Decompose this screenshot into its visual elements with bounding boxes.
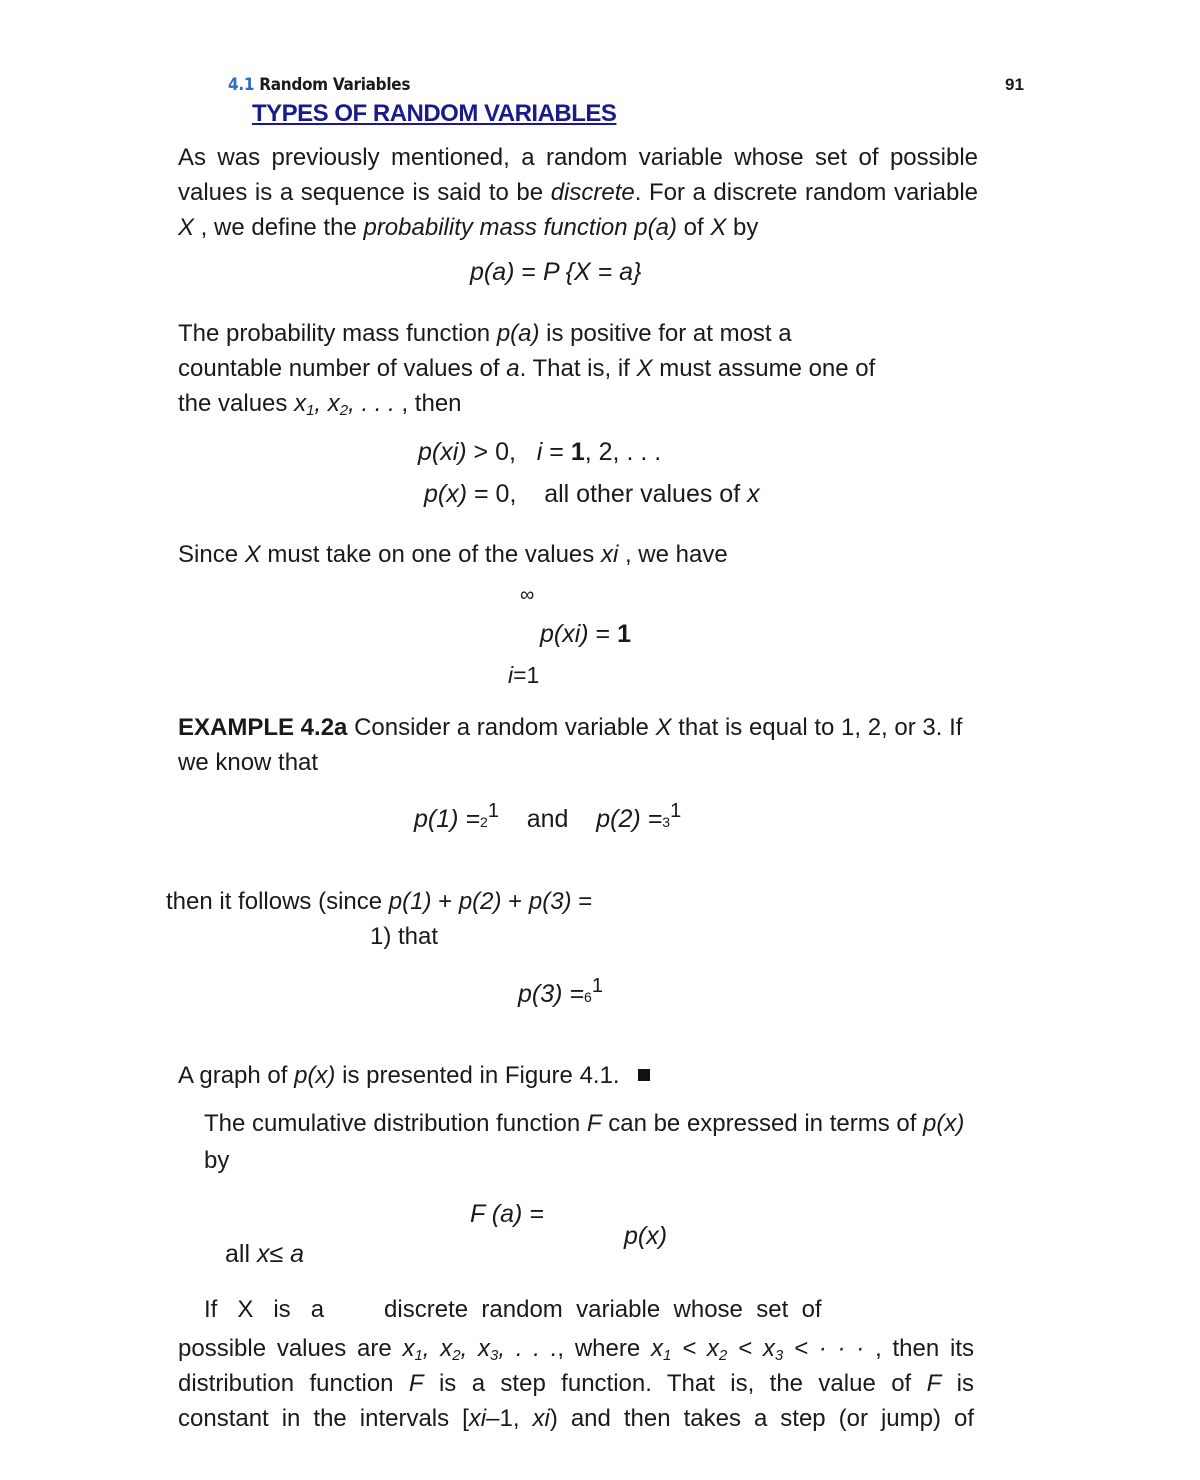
section-title: Random Variables xyxy=(259,75,411,95)
sum-upper-limit: ∞ xyxy=(520,584,535,606)
example-4-2a xyxy=(178,710,1028,780)
text-line: we know that xyxy=(178,749,319,776)
sum-lower-limit: i=1 xyxy=(508,662,540,688)
section-number: 4.1 xyxy=(228,75,255,95)
paragraph-step-function xyxy=(178,1331,974,1436)
paragraph-pmf-intro xyxy=(178,140,978,245)
follow-line-1: then it follows (since p(1) + p(2) + p(3) = xyxy=(166,888,593,915)
text-line: countable number of values of a. That is, if X must assume one of xyxy=(178,355,876,382)
equation-cdf-lhs: F (a) = xyxy=(470,1200,544,1228)
example-label: EXAMPLE 4.2a xyxy=(178,714,348,741)
paragraph-sum-intro: Since X must take on one of the values xi , we have xyxy=(178,541,728,568)
equation-pmf-positive: p(xi) > 0, i = 1, 2, . . . xyxy=(418,438,662,466)
text-line: X , we define the probability mass function p(a) of X by xyxy=(178,214,759,241)
running-header xyxy=(228,75,410,95)
text-line: the values $x_1$, $x_2$, . . . , then xyxy=(178,390,462,419)
text-line: values is a sequence is said to be discrete. For a discrete random variable xyxy=(178,179,978,206)
equation-pmf-definition: p(a) = P {X = a} xyxy=(470,258,642,286)
equation-p1-p2: $p(1) =2^1$ and $p(2) =3^1$ xyxy=(414,800,682,833)
graph-reference: A graph of p(x) is presented in Figure 4.1. xyxy=(178,1062,650,1091)
equation-cdf-sum-body: p(x) xyxy=(624,1222,668,1250)
paragraph-pmf-positive xyxy=(178,316,948,421)
equation-cdf-sum-index: all x≤ a xyxy=(225,1240,305,1268)
cdf-line-1: The cumulative distribution function F can be expressed in terms of p(x) xyxy=(204,1110,965,1137)
text-line: possible values are $x_1$, $x_2$, $x_3$, . . ., where $x_1 < x_2 < x_3$ < · · · , then its xyxy=(178,1335,975,1364)
end-of-example-icon xyxy=(638,1069,650,1081)
text-line: As was previously mentioned, a random variable whose set of possible xyxy=(178,144,978,171)
sum-body: p(xi) = 1 xyxy=(540,620,632,648)
text-line: constant in the intervals [xi–1, xi) and then takes a step (or jump) of xyxy=(178,1405,974,1432)
equation-p3: $p(3) =6^1$ xyxy=(518,975,603,1008)
equation-pmf-zero: p(x) = 0, all other values of x xyxy=(424,480,760,508)
page-number: 91 xyxy=(1005,75,1024,94)
section-heading: TYPES OF RANDOM VARIABLES xyxy=(252,100,617,127)
step-line-1: If X is a discrete random variable whose set of xyxy=(204,1296,822,1323)
cdf-line-2: by xyxy=(204,1147,230,1174)
text-line: EXAMPLE 4.2a Consider a random variable X that is equal to 1, 2, or 3. If xyxy=(178,714,963,741)
text-line: The probability mass function p(a) is positive for at most a xyxy=(178,320,792,347)
text-line: distribution function F is a step function. That is, the value of F is xyxy=(178,1370,975,1397)
follow-line-2: 1) that xyxy=(370,923,439,950)
